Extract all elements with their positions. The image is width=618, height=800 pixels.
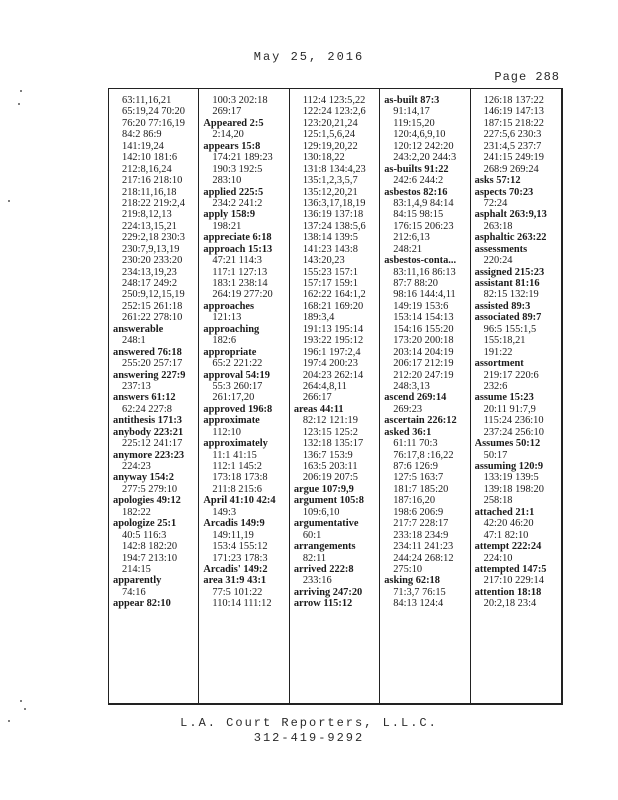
index-reference: 217:7 228:17 bbox=[393, 518, 449, 530]
index-reference: 71:3,7 76:15 bbox=[393, 586, 446, 598]
index-reference: 142:8 182:20 bbox=[122, 541, 178, 553]
index-reference: 258:18 bbox=[483, 495, 513, 507]
index-term: Appeared 2:5 bbox=[203, 117, 264, 129]
index-reference: 2:14,20 bbox=[212, 129, 244, 141]
scan-speck bbox=[8, 200, 10, 202]
court-reporter-name: L.A. Court Reporters, L.L.C. bbox=[180, 716, 438, 730]
index-term: asphalt 263:9,13 bbox=[474, 209, 547, 221]
index-reference: 133:19 139:5 bbox=[483, 472, 539, 484]
index-reference: 155:18,21 bbox=[483, 335, 526, 347]
index-term: arrow 115:12 bbox=[293, 598, 353, 610]
index-term: arrived 222:8 bbox=[293, 563, 354, 575]
index-reference: 117:1 127:13 bbox=[212, 266, 268, 278]
index-reference: 255:20 257:17 bbox=[122, 358, 183, 370]
index-reference: 82:12 121:19 bbox=[302, 415, 358, 427]
index-term: Arcadis 149:9 bbox=[203, 518, 265, 530]
index-term: asks 57:12 bbox=[474, 175, 521, 187]
index-term: appreciate 6:18 bbox=[203, 232, 272, 244]
index-reference: 135:12,20,21 bbox=[302, 186, 358, 198]
index-reference: 83:1,4,9 84:14 bbox=[393, 197, 454, 209]
index-reference: 162:22 164:1,2 bbox=[302, 289, 366, 301]
index-reference: 42:20 46:20 bbox=[483, 518, 534, 530]
index-reference: 98:16 144:4,11 bbox=[393, 289, 456, 301]
index-reference: 196:1 197:2,4 bbox=[302, 346, 361, 358]
index-reference: 149:19 153:6 bbox=[393, 300, 449, 312]
index-term: approaching bbox=[203, 323, 260, 335]
index-reference: 11:1 41:15 bbox=[212, 449, 257, 461]
index-reference: 50:17 bbox=[483, 449, 508, 461]
index-reference: 125:1,5,6,24 bbox=[302, 129, 356, 141]
index-reference: 217:10 229:14 bbox=[483, 575, 544, 587]
index-term: approach 15:13 bbox=[203, 243, 273, 255]
index-reference: 141:23 143:8 bbox=[302, 243, 358, 255]
index-reference: 131:8 134:4,23 bbox=[302, 163, 366, 175]
index-reference: 119:15,20 bbox=[393, 117, 435, 129]
index-reference: 248:17 249:2 bbox=[122, 278, 178, 289]
index-term: attention 18:18 bbox=[474, 586, 542, 598]
index-term: anymore 223:23 bbox=[113, 449, 185, 461]
index-reference: 47:1 82:10 bbox=[483, 529, 529, 541]
index-term: attempted 147:5 bbox=[474, 563, 547, 575]
index-reference: 229:2,18 230:3 bbox=[122, 232, 185, 244]
index-term: answering 227:9 bbox=[113, 369, 186, 381]
index-reference: 109:6,10 bbox=[302, 506, 340, 518]
index-reference: 231:4,5 237:7 bbox=[483, 140, 542, 152]
index-reference: 190:3 192:5 bbox=[212, 163, 263, 175]
index-reference: 252:15 261:18 bbox=[122, 300, 183, 312]
index-reference: 266:17 bbox=[302, 392, 332, 404]
index-reference: 230:7,9,13,19 bbox=[122, 243, 180, 255]
index-reference: 261:17,20 bbox=[212, 392, 255, 404]
index-reference: 189:3,4 bbox=[302, 312, 335, 324]
index-reference: 112:10 bbox=[212, 426, 241, 438]
index-term: answers 61:12 bbox=[113, 392, 176, 404]
index-reference: 141:19,24 bbox=[122, 140, 164, 152]
index-reference: 237:13 bbox=[122, 380, 151, 392]
index-reference: 181:7 185:20 bbox=[393, 483, 449, 495]
index-term: assuming 120:9 bbox=[474, 461, 544, 472]
index-reference: 173:18 173:8 bbox=[212, 472, 268, 484]
index-reference: 136:19 137:18 bbox=[302, 209, 364, 221]
index-reference: 20:2,18 23:4 bbox=[483, 598, 537, 610]
scan-speck bbox=[18, 103, 20, 105]
index-reference: 233:16 bbox=[302, 575, 332, 587]
index-reference: 263:18 bbox=[483, 220, 513, 232]
index-reference: 82:15 132:19 bbox=[483, 289, 539, 301]
index-reference: 168:21 169:20 bbox=[302, 300, 364, 312]
index-term: arrangements bbox=[293, 541, 356, 553]
index-reference: 129:19,20,22 bbox=[302, 140, 358, 152]
index-reference: 283:10 bbox=[212, 175, 242, 187]
index-term: apparently bbox=[113, 575, 162, 587]
index-reference: 212:8,16,24 bbox=[122, 163, 172, 175]
index-term: assortment bbox=[474, 358, 524, 370]
index-reference: 269:17 bbox=[212, 106, 242, 118]
index-term: argument 105:8 bbox=[293, 495, 364, 507]
index-reference: 171:23 178:3 bbox=[212, 552, 268, 564]
index-term: asking 62:18 bbox=[384, 575, 440, 587]
scan-speck bbox=[20, 700, 22, 702]
index-reference: 112:1 145:2 bbox=[212, 461, 262, 472]
index-reference: 76:20 77:16,19 bbox=[122, 117, 185, 129]
index-reference: 234:2 241:2 bbox=[212, 197, 263, 209]
index-reference: 157:17 159:1 bbox=[302, 278, 358, 289]
index-reference: 123:15 125:2 bbox=[302, 426, 358, 438]
index-column-4 bbox=[380, 89, 470, 703]
index-reference: 173:20 200:18 bbox=[393, 335, 454, 347]
index-reference: 237:24 256:10 bbox=[483, 426, 544, 438]
index-term: area 31:9 43:1 bbox=[203, 575, 267, 587]
index-reference: 218:11,16,18 bbox=[122, 186, 177, 198]
index-reference: 153:4 155:12 bbox=[212, 541, 268, 553]
index-reference: 65:19,24 70:20 bbox=[122, 106, 185, 118]
index-reference: 261:22 278:10 bbox=[122, 312, 183, 324]
index-term: appear 82:10 bbox=[113, 598, 171, 610]
index-reference: 217:16 218:10 bbox=[122, 175, 183, 187]
index-reference: 234:13,19,23 bbox=[122, 266, 177, 278]
index-term: assistant 81:16 bbox=[474, 278, 540, 289]
index-term: assessments bbox=[474, 243, 528, 255]
index-reference: 74:16 bbox=[122, 586, 146, 598]
index-reference: 212:6,13 bbox=[393, 232, 430, 244]
index-reference: 142:10 181:6 bbox=[122, 152, 178, 164]
word-index-table bbox=[108, 88, 563, 705]
index-reference: 219:17 220:6 bbox=[483, 369, 539, 381]
index-reference: 183:1 238:14 bbox=[212, 278, 268, 289]
scan-speck bbox=[20, 90, 22, 92]
index-reference: 203:14 204:19 bbox=[393, 346, 454, 358]
index-term: answerable bbox=[113, 323, 164, 335]
index-term: approximate bbox=[203, 415, 260, 427]
index-term: asked 36:1 bbox=[384, 426, 432, 438]
index-reference: 194:7 213:10 bbox=[122, 552, 178, 564]
index-reference: 204:23 262:14 bbox=[302, 369, 364, 381]
index-term: assigned 215:23 bbox=[474, 266, 545, 278]
index-reference: 163:5 203:11 bbox=[302, 461, 358, 472]
index-term: assume 15:23 bbox=[474, 392, 534, 404]
index-reference: 224:13,15,21 bbox=[122, 220, 177, 232]
index-reference: 211:8 215:6 bbox=[212, 483, 262, 495]
index-reference: 137:24 138:5,6 bbox=[302, 220, 366, 232]
index-reference: 77:5 101:22 bbox=[212, 586, 263, 598]
court-reporter-phone: 312-419-9292 bbox=[253, 731, 365, 745]
index-term: anybody 223:21 bbox=[113, 426, 184, 438]
index-reference: 138:14 139:5 bbox=[302, 232, 358, 244]
index-reference: 122:24 123:2,6 bbox=[302, 106, 366, 118]
index-reference: 136:3,17,18,19 bbox=[302, 197, 366, 209]
index-reference: 120:4,6,9,10 bbox=[393, 129, 446, 141]
index-reference: 244:24 268:12 bbox=[393, 552, 454, 564]
index-reference: 40:5 116:3 bbox=[122, 529, 167, 541]
index-reference: 225:12 241:17 bbox=[122, 438, 183, 450]
index-term: approaches bbox=[203, 300, 255, 312]
index-reference: 269:23 bbox=[393, 403, 423, 415]
index-reference: 248:1 bbox=[122, 335, 146, 347]
index-term: approval 54:19 bbox=[203, 369, 270, 381]
index-reference: 139:18 198:20 bbox=[483, 483, 544, 495]
transcript-date: May 25, 2016 bbox=[253, 50, 365, 64]
index-term: appropriate bbox=[203, 346, 257, 358]
index-reference: 248:21 bbox=[393, 243, 423, 255]
index-reference: 127:5 163:7 bbox=[393, 472, 444, 484]
index-reference: 182:22 bbox=[122, 506, 151, 518]
index-reference: 277:5 279:10 bbox=[122, 483, 178, 495]
index-reference: 82:11 bbox=[302, 552, 327, 564]
index-reference: 174:21 189:23 bbox=[212, 152, 273, 164]
index-term: anyway 154:2 bbox=[113, 472, 174, 484]
index-reference: 76:17,8 :16,22 bbox=[393, 449, 454, 461]
index-reference: 83:11,16 86:13 bbox=[393, 266, 456, 278]
index-reference: 206:17 212:19 bbox=[393, 358, 454, 370]
index-reference: 220:24 bbox=[483, 255, 513, 267]
index-reference: 130:18,22 bbox=[302, 152, 345, 164]
index-reference: 176:15 206:23 bbox=[393, 220, 454, 232]
index-term: applied 225:5 bbox=[203, 186, 264, 198]
index-reference: 123:20,21,24 bbox=[302, 117, 358, 129]
index-reference: 155:23 157:1 bbox=[302, 266, 358, 278]
index-reference: 191:13 195:14 bbox=[302, 323, 364, 335]
index-reference: 121:13 bbox=[212, 312, 242, 324]
index-term: approved 196:8 bbox=[203, 403, 273, 415]
index-term: apply 158:9 bbox=[203, 209, 256, 221]
index-reference: 100:3 202:18 bbox=[212, 95, 268, 106]
index-reference: 212:20 247:19 bbox=[393, 369, 454, 381]
index-reference: 65:2 221:22 bbox=[212, 358, 263, 370]
index-reference: 47:21 114:3 bbox=[212, 255, 262, 267]
scan-speck bbox=[24, 708, 26, 710]
index-reference: 187:16,20 bbox=[393, 495, 436, 507]
index-reference: 154:16 155:20 bbox=[393, 323, 454, 335]
scan-speck bbox=[8, 720, 10, 722]
index-reference: 275:10 bbox=[393, 563, 423, 575]
index-term: ascend 269:14 bbox=[384, 392, 447, 404]
index-reference: 193:22 195:12 bbox=[302, 335, 364, 347]
index-reference: 60:1 bbox=[302, 529, 322, 541]
index-reference: 233:18 234:9 bbox=[393, 529, 449, 541]
index-reference: 198:21 bbox=[212, 220, 242, 232]
index-reference: 115:24 236:10 bbox=[483, 415, 544, 427]
index-reference: 153:14 154:13 bbox=[393, 312, 454, 324]
index-reference: 242:6 244:2 bbox=[393, 175, 444, 187]
index-reference: 84:2 86:9 bbox=[122, 129, 162, 141]
index-term: as-builts 91:22 bbox=[384, 163, 449, 175]
index-reference: 62:24 227:8 bbox=[122, 403, 172, 415]
index-term: argue 107:9,9 bbox=[293, 483, 354, 495]
index-term: attached 21:1 bbox=[474, 506, 535, 518]
index-reference: 96:5 155:1,5 bbox=[483, 323, 537, 335]
index-term: apologies 49:12 bbox=[113, 495, 181, 507]
index-column-3 bbox=[290, 89, 380, 703]
index-term: asphaltic 263:22 bbox=[474, 232, 547, 244]
index-reference: 232:6 bbox=[483, 380, 508, 392]
index-term: antithesis 171:3 bbox=[113, 415, 182, 427]
index-reference: 146:19 147:13 bbox=[483, 106, 544, 118]
index-reference: 87:7 88:20 bbox=[393, 278, 438, 289]
index-reference: 268:9 269:24 bbox=[483, 163, 539, 175]
index-reference: 191:22 bbox=[483, 346, 513, 358]
index-reference: 61:11 70:3 bbox=[393, 438, 438, 450]
index-reference: 187:15 218:22 bbox=[483, 117, 544, 129]
index-reference: 248:3,13 bbox=[393, 380, 430, 392]
index-reference: 135:1,2,3,5,7 bbox=[302, 175, 358, 187]
index-reference: 234:11 241:23 bbox=[393, 541, 454, 553]
index-term: approximately bbox=[203, 438, 268, 450]
index-column-1 bbox=[109, 89, 199, 703]
index-term: April 41:10 42:4 bbox=[203, 495, 276, 507]
index-reference: 241:15 249:19 bbox=[483, 152, 544, 164]
index-reference: 126:18 137:22 bbox=[483, 95, 544, 106]
index-reference: 149:3 bbox=[212, 506, 237, 518]
index-reference: 224:23 bbox=[122, 461, 151, 472]
index-reference: 264:4,8,11 bbox=[302, 380, 347, 392]
index-reference: 182:6 bbox=[212, 335, 237, 347]
index-term: Arcadis' 149:2 bbox=[203, 563, 268, 575]
index-reference: 198:6 206:9 bbox=[393, 506, 444, 518]
index-reference: 132:18 135:17 bbox=[302, 438, 364, 450]
page-number: Page 288 bbox=[494, 70, 560, 84]
index-column-2 bbox=[199, 89, 289, 703]
index-reference: 243:2,20 244:3 bbox=[393, 152, 457, 164]
index-reference: 63:11,16,21 bbox=[122, 95, 172, 106]
index-term: answered 76:18 bbox=[113, 346, 182, 358]
index-reference: 149:11,19 bbox=[212, 529, 254, 541]
index-reference: 87:6 126:9 bbox=[393, 461, 438, 472]
index-reference: 55:3 260:17 bbox=[212, 380, 263, 392]
index-reference: 91:14,17 bbox=[393, 106, 430, 118]
index-reference: 250:9,12,15,19 bbox=[122, 289, 185, 301]
index-term: assisted 89:3 bbox=[474, 300, 531, 312]
index-term: apologize 25:1 bbox=[113, 518, 177, 530]
index-reference: 120:12 242:20 bbox=[393, 140, 454, 152]
index-term: asbestos 82:16 bbox=[384, 186, 448, 198]
index-term: ascertain 226:12 bbox=[384, 415, 457, 427]
index-reference: 230:20 233:20 bbox=[122, 255, 183, 267]
index-reference: 84:15 98:15 bbox=[393, 209, 444, 221]
index-reference: 136:7 153:9 bbox=[302, 449, 353, 461]
index-column-5 bbox=[471, 89, 561, 703]
index-reference: 143:20,23 bbox=[302, 255, 345, 267]
index-term: areas 44:11 bbox=[293, 403, 344, 415]
index-term: asbestos-conta... bbox=[384, 255, 457, 267]
index-reference: 227:5,6 230:3 bbox=[483, 129, 542, 141]
index-reference: 224:10 bbox=[483, 552, 513, 564]
index-reference: 20:11 91:7,9 bbox=[483, 403, 536, 415]
index-term: appears 15:8 bbox=[203, 140, 261, 152]
index-reference: 219:8,12,13 bbox=[122, 209, 172, 221]
index-reference: 264:19 277:20 bbox=[212, 289, 273, 301]
index-term: associated 89:7 bbox=[474, 312, 542, 324]
index-term: arriving 247:20 bbox=[293, 586, 363, 598]
index-term: attempt 222:24 bbox=[474, 541, 542, 553]
index-reference: 84:13 124:4 bbox=[393, 598, 444, 610]
index-reference: 206:19 207:5 bbox=[302, 472, 358, 484]
index-term: aspects 70:23 bbox=[474, 186, 534, 198]
index-reference: 110:14 111:12 bbox=[212, 598, 272, 610]
index-term: argumentative bbox=[293, 518, 359, 530]
index-term: Assumes 50:12 bbox=[474, 438, 541, 450]
index-reference: 214:15 bbox=[122, 563, 151, 575]
index-reference: 218:22 219:2,4 bbox=[122, 197, 185, 209]
index-reference: 112:4 123:5,22 bbox=[302, 95, 366, 106]
index-reference: 72:24 bbox=[483, 197, 508, 209]
index-reference: 197:4 200:23 bbox=[302, 358, 358, 370]
index-term: as-built 87:3 bbox=[384, 95, 440, 106]
